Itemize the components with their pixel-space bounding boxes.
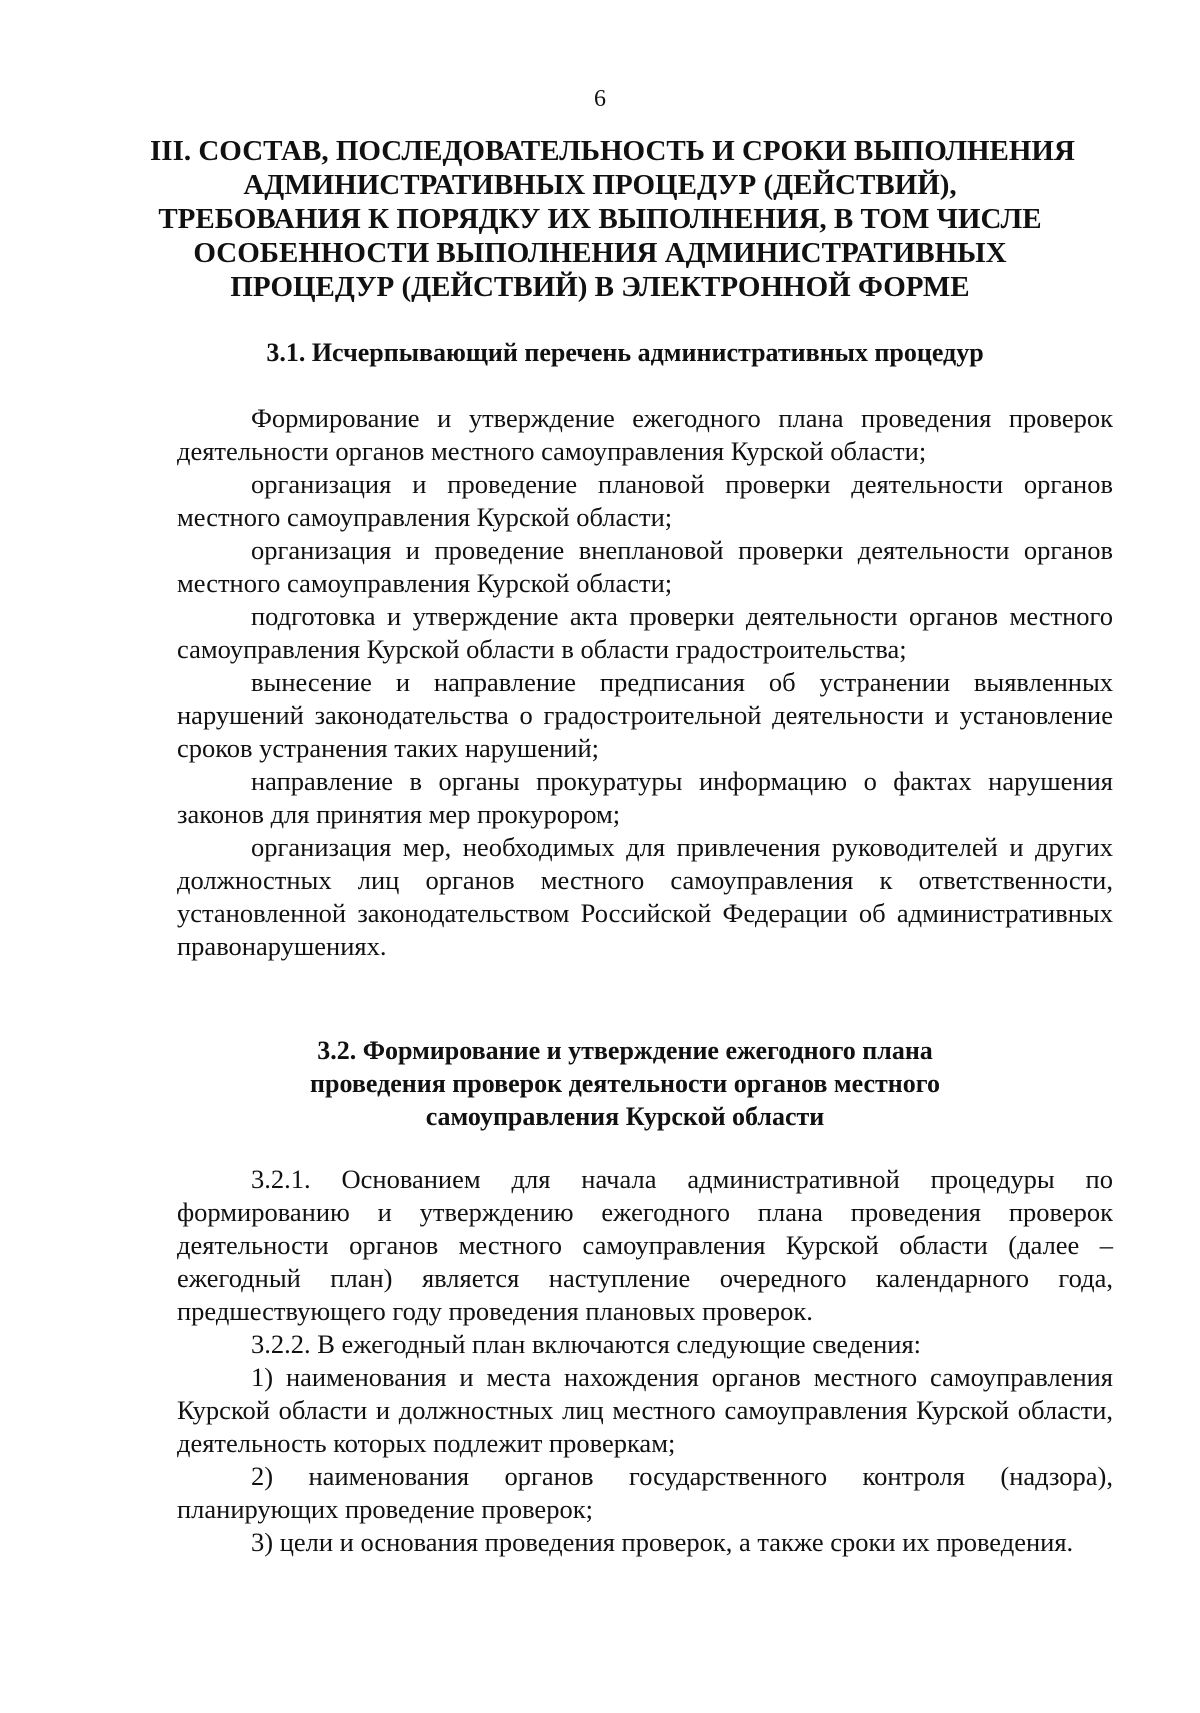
section-title-line: III. СОСТАВ, ПОСЛЕДОВАТЕЛЬНОСТЬ И СРОКИ ВЫПОЛНЕНИЯ bbox=[150, 135, 1075, 167]
paragraph: вынесение и направление предписания об устранении выявленных нарушений законодательства о градостроительной деятельности и установление сроков устранения таких нарушений; bbox=[177, 667, 1113, 763]
subsection-heading-line: 3.1. Исчерпывающий перечень административных процедур bbox=[266, 338, 984, 367]
subsection-3-1-body bbox=[177, 402, 1113, 963]
subsection-3-2-heading bbox=[175, 1034, 1075, 1133]
subsection-heading-line: самоуправления Курской области bbox=[425, 1102, 825, 1131]
paragraph: подготовка и утверждение акта проверки деятельности органов местного самоуправления Курской области в области градостроительства; bbox=[177, 601, 1113, 664]
paragraph: 3.2.1. Основанием для начала административной процедуры по формированию и утверждению ежегодного плана проведения проверок деятельности органов местного самоуправления Курской области (далее – ежегодный план) является наступление очередного календарного года, предшествующего году проведения плановых проверок. bbox=[177, 1164, 1113, 1326]
subsection-heading-line: проведения проверок деятельности органов местного bbox=[310, 1069, 940, 1098]
paragraph: 1) наименования и места нахождения органов местного самоуправления Курской области и должностных лиц местного самоуправления Курской области, деятельность которых подлежит проверкам; bbox=[177, 1362, 1113, 1458]
subsection-3-2-body bbox=[177, 1163, 1113, 1559]
section-title-line: ПРОЦЕДУР (ДЕЙСТВИЙ) В ЭЛЕКТРОННОЙ ФОРМЕ bbox=[230, 271, 970, 303]
paragraph: организация и проведение плановой проверки деятельности органов местного самоуправления Курской области; bbox=[177, 469, 1113, 532]
subsection-3-1-heading bbox=[175, 336, 1075, 369]
section-title-line: ОСОБЕННОСТИ ВЫПОЛНЕНИЯ АДМИНИСТРАТИВНЫХ bbox=[193, 237, 1007, 269]
paragraph: 3.2.2. В ежегодный план включаются следующие сведения: bbox=[251, 1329, 921, 1359]
section-title-line: ТРЕБОВАНИЯ К ПОРЯДКУ ИХ ВЫПОЛНЕНИЯ, В ТОМ ЧИСЛЕ bbox=[158, 203, 1042, 235]
paragraph: организация мер, необходимых для привлечения руководителей и других должностных лиц органов местного самоуправления к ответственности, установленной законодательством Российской Федерации об административных правонарушениях. bbox=[177, 832, 1113, 961]
page-number: 6 bbox=[594, 86, 606, 112]
paragraph: организация и проведение внеплановой проверки деятельности органов местного самоуправления Курской области; bbox=[177, 535, 1113, 598]
paragraph: Формирование и утверждение ежегодного плана проведения проверок деятельности органов местного самоуправления Курской области; bbox=[177, 403, 1113, 466]
paragraph: 3) цели и основания проведения проверок, а также сроки их проведения. bbox=[251, 1527, 1074, 1557]
section-title bbox=[150, 134, 1075, 304]
section-title-line: АДМИНИСТРАТИВНЫХ ПРОЦЕДУР (ДЕЙСТВИЙ), bbox=[243, 169, 957, 201]
paragraph: 2) наименования органов государственного контроля (надзора), планирующих проведение проверок; bbox=[177, 1461, 1113, 1524]
paragraph: направление в органы прокуратуры информацию о фактах нарушения законов для принятия мер прокурором; bbox=[177, 766, 1113, 829]
subsection-heading-line: 3.2. Формирование и утверждение ежегодного плана bbox=[317, 1036, 933, 1065]
